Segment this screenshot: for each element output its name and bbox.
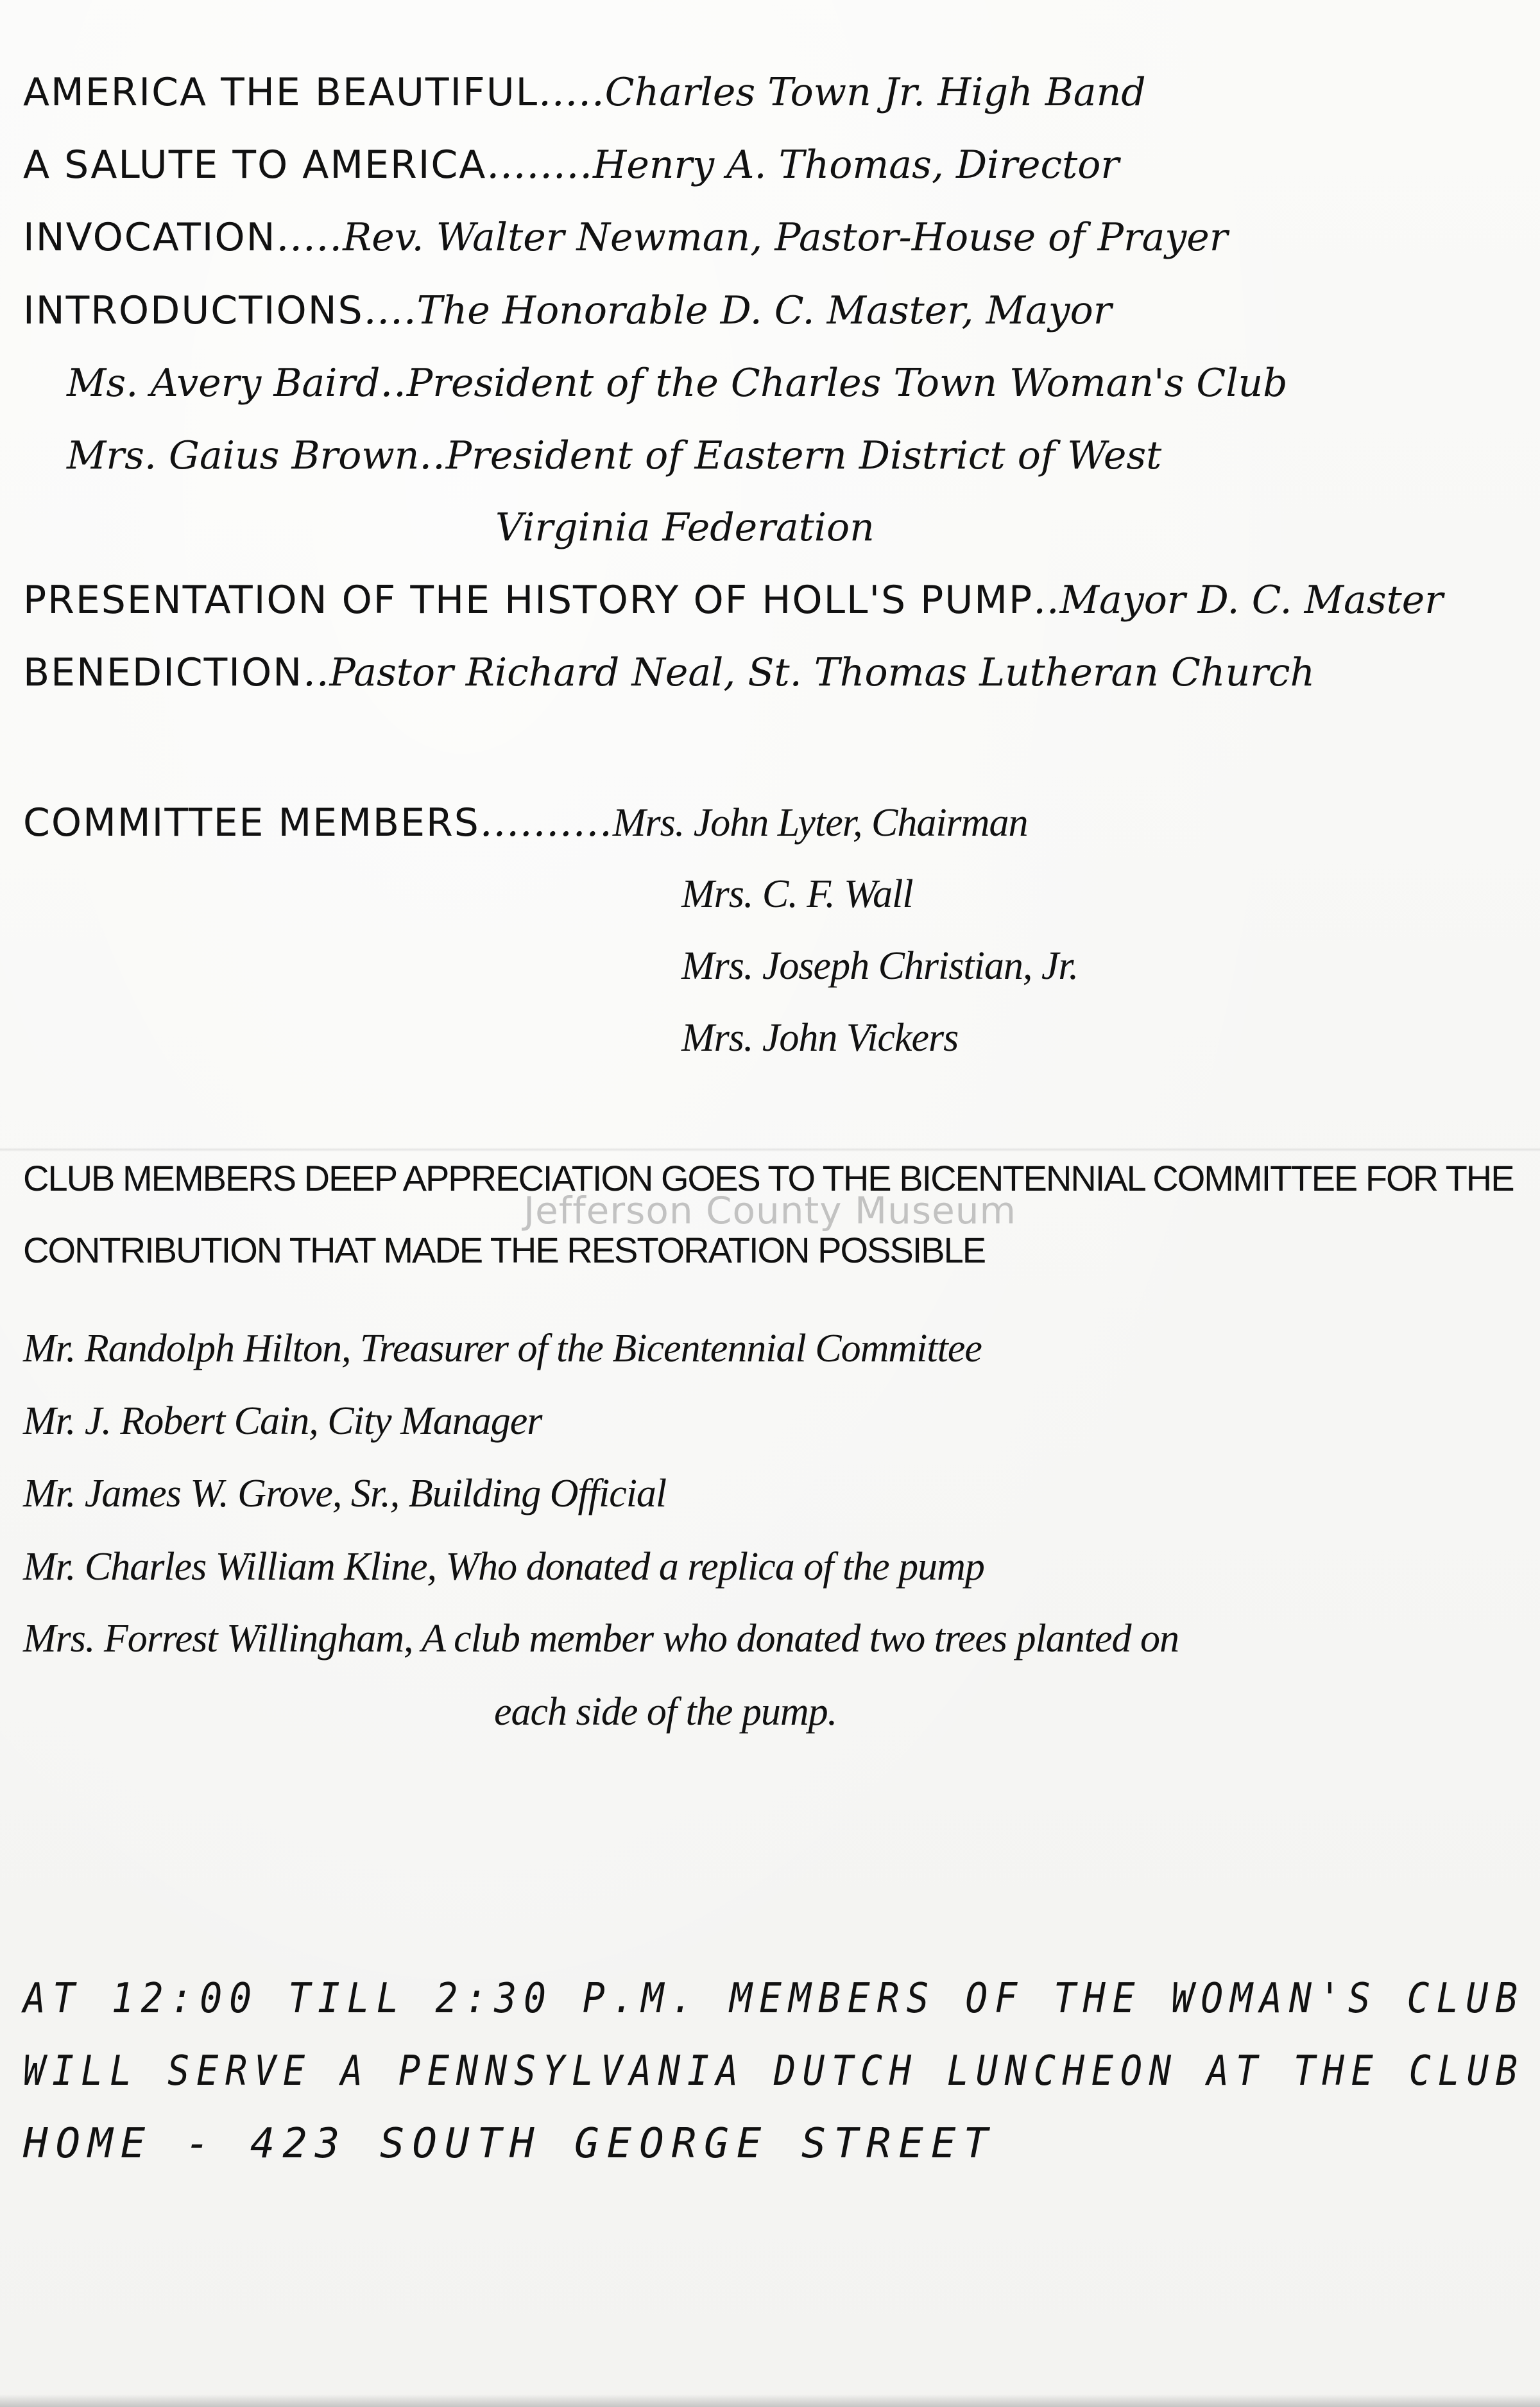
acknowledgement-item: Mr. James W. Grove, Sr., Building Official [23,1472,667,1515]
introduction-line-2-continued [495,505,875,550]
program-performer: The Honorable D. C. Master, Mayor [416,288,1112,333]
introduction-line-2 [67,431,1162,478]
leader-dots: .. [380,359,407,406]
introduction-role: President of Eastern District of West [445,433,1162,478]
leader-dots: .. [419,431,446,478]
leader-dots: .... [363,286,417,333]
acknowledgement-item: Mr. Randolph Hilton, Treasurer of the Bicentennial Committee [23,1327,982,1370]
committee-line [23,798,1028,845]
watermark: Jefferson County Museum [523,1189,1017,1232]
introduction-role-continued: Virginia Federation [495,505,875,550]
leader-dots: .......... [479,798,613,845]
program-title: INTRODUCTIONS [23,288,364,333]
benediction-line [23,648,1315,695]
leader-dots: .. [303,648,330,695]
presentation-line [23,576,1443,623]
program-line-3 [23,213,1228,260]
introduction-role: President of the Charles Town Woman's Club [406,361,1288,406]
program-title: AMERICA THE BEAUTIFUL [23,70,539,115]
committee-member: Mrs. John Vickers [681,1016,959,1060]
acknowledgement-item: Mr. J. Robert Cain, City Manager [23,1399,542,1443]
benediction-performer: Pastor Richard Neal, St. Thomas Lutheran Church [329,650,1315,695]
program-line-2 [23,141,1120,187]
leader-dots: .. [1033,576,1060,623]
leader-dots: ..... [276,213,343,260]
program-title: INVOCATION [23,215,277,260]
program-performer: Charles Town Jr. High Band [604,70,1146,115]
leader-dots: ..... [538,68,605,115]
appreciation-line-2: CONTRIBUTION THAT MADE THE RESTORATION POSSIBLE [23,1230,986,1270]
committee-member: Mrs. C. F. Wall [681,872,913,916]
presentation-title: PRESENTATION OF THE HISTORY OF HOLL'S PUMP [23,578,1034,623]
program-performer: Rev. Walter Newman, Pastor-House of Prayer [343,215,1228,260]
introduction-name: Mrs. Gaius Brown [67,433,420,478]
program-title: A SALUTE TO AMERICA [23,142,487,187]
benediction-title: BENEDICTION [23,650,304,695]
luncheon-line-1: AT 12:00 TILL 2:30 P.M. MEMBERS OF THE WOMAN'S CLUB [23,1975,1525,2023]
leader-dots: ........ [486,141,594,187]
luncheon-line-2: WILL SERVE A PENNSYLVANIA DUTCH LUNCHEON AT THE CLUB [23,2048,1525,2095]
committee-member: Mrs. Joseph Christian, Jr. [681,944,1079,988]
appreciation-line-1: CLUB MEMBERS DEEP APPRECIATION GOES TO THE BICENTENNIAL COMMITTEE FOR THE [23,1158,1514,1198]
page-bottom-edge [0,2394,1540,2407]
program-line-1 [23,68,1146,115]
program-performer: Henry A. Thomas, Director [593,142,1120,187]
fold-crease [0,1148,1540,1152]
acknowledgement-item: Mrs. Forrest Willingham, A club member who donated two trees planted on [23,1617,1179,1661]
presentation-performer: Mayor D. C. Master [1059,578,1443,623]
luncheon-line-3: HOME - 423 SOUTH GEORGE STREET [23,2120,996,2168]
program-line-4 [23,286,1112,333]
acknowledgement-continued: each side of the pump. [494,1690,837,1734]
introduction-name: Ms. Avery Baird [67,361,381,406]
acknowledgement-item: Mr. Charles William Kline, Who donated a replica of the pump [23,1545,984,1589]
introduction-line-1 [67,359,1288,406]
committee-label: COMMITTEE MEMBERS [23,800,480,845]
committee-member: Mrs. John Lyter, Chairman [612,801,1028,845]
